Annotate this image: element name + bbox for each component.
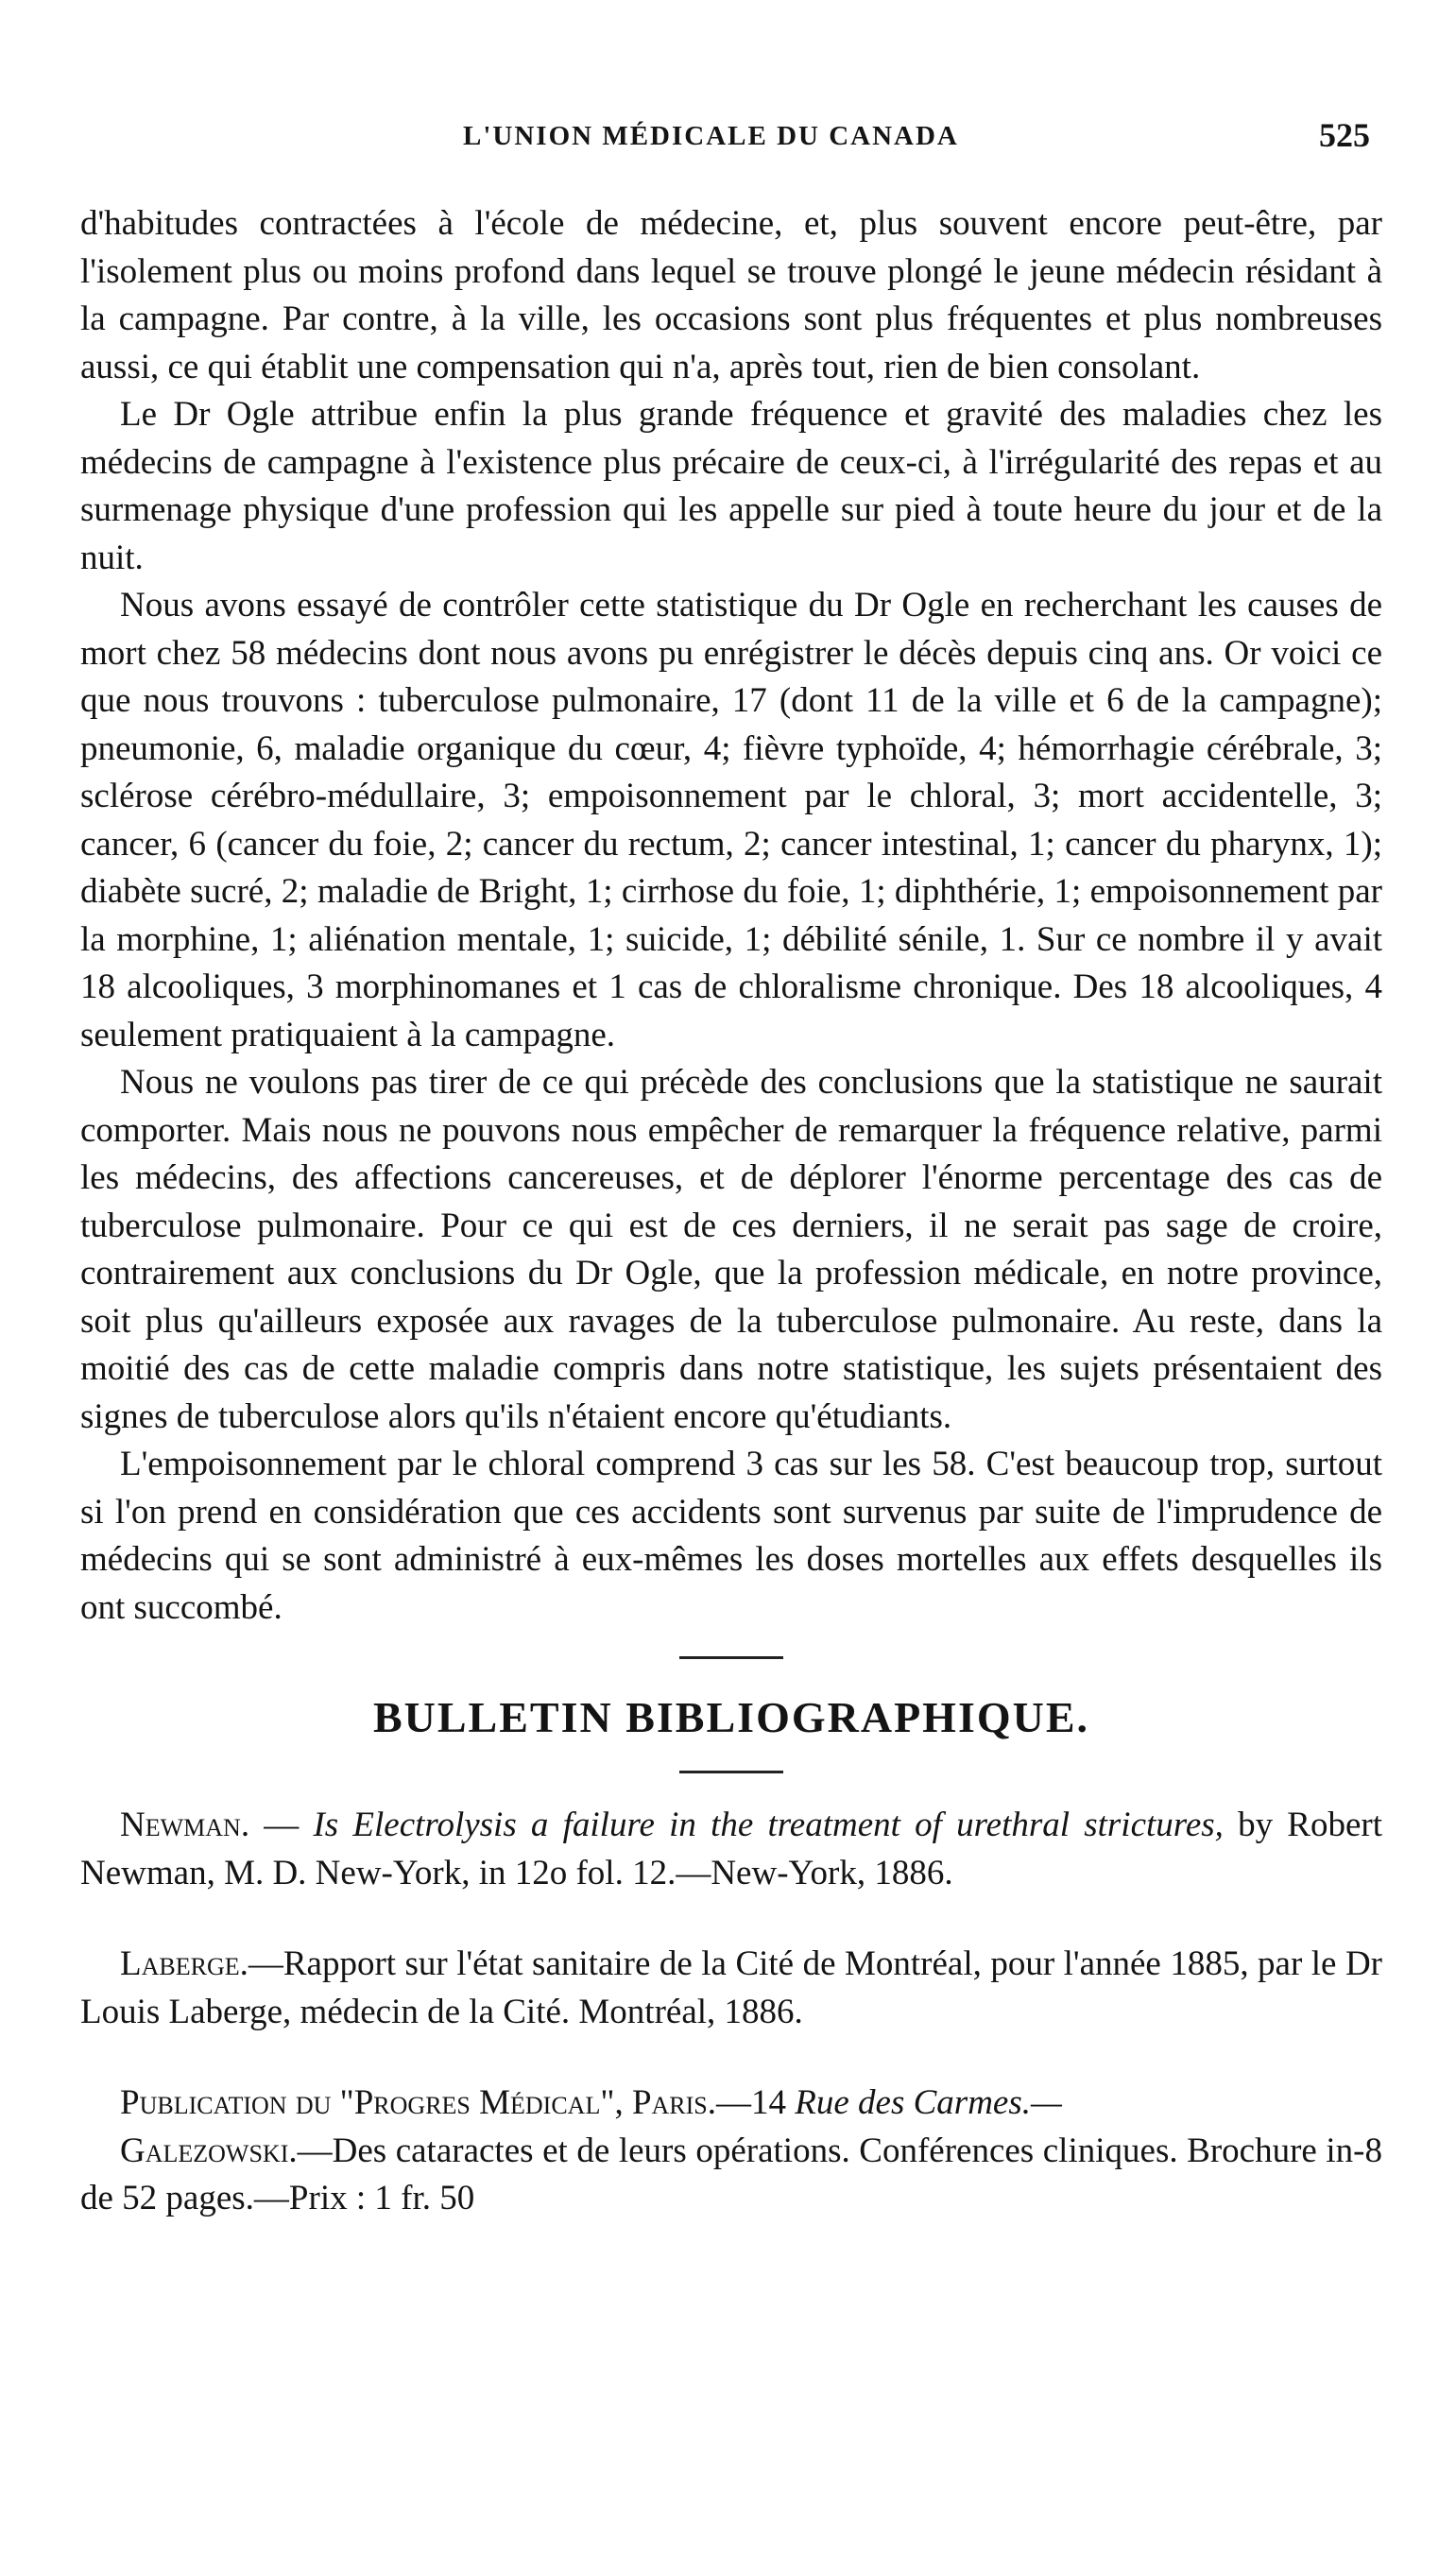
bulletin-title: BULLETIN BIBLIOGRAPHIQUE. [372,1693,1090,1741]
bib-entry-galezowski [80,2128,1382,2223]
bib-details: by Robert Newman, M. D. New-York, in 12o fol. 12.—New-York, 1886. [80,1806,1382,1892]
bib-author: Newman. [120,1806,250,1844]
bib-details: Rapport sur l'état sanitaire de la Cité de Montréal, pour l'année 1885, par le Dr Louis Laberge, médecin de la Cité. Montréal, 1886. [80,1944,1382,2031]
publication-dash: —14 [716,2083,796,2122]
paragraph-3: Nous avons essayé de contrôler cette statistique du Dr Ogle en recherchant les causes de mort chez 58 médecins dont nous avons pu enrégistrer le décès depuis cinq ans. Or voici ce que nous trouvons : tuberculose pulmonaire, 17 (dont 11 de la ville et 6 de la campagne); pneumonie, 6, maladie organique du cœur, 4; fièvre typhoïde, 4; hémorrhagie cérébrale, 3; sclérose cérébro-médullaire, 3; empoisonnement par le chloral, 3; mort accidentelle, 3; cancer, 6 (cancer du foie, 2; cancer du rectum, 2; cancer intestinal, 1; cancer du pharynx, 1); diabète sucré, 2; maladie de Bright, 1; cirrhose du foie, 1; diphthérie, 1; empoisonnement par la morphine, 1; aliénation mentale, 1; suicide, 1; débilité sénile, 1. Sur ce nombre il y avait 18 alcooliques, 3 morphinomanes et 1 cas de chloralisme chronique. Des 18 alcooliques, 4 seulement pratiquaient à la campagne. [80,586,1382,1054]
bib-entry-newman [80,1802,1382,1897]
running-header [0,116,1456,168]
paragraph-1: d'habitudes contractées à l'école de médecine, et, plus souvent encore peut-être, par l'isolement plus ou moins profond dans lequel se trouve plongé le jeune médecin résidant à la campagne. Par contre, à la ville, les occasions sont plus fréquentes et plus nombreuses aussi, ce qui établit une compensation qui n'a, après tout, rien de bien consolant. [80,204,1382,386]
bib-entry-laberge [80,1941,1382,2036]
paragraph-5: L'empoisonnement par le chloral comprend 3 cas sur les 58. C'est beaucoup trop, surtout si l'on prend en considération que ces accidents sont survenus par suite de l'imprudence de médecins qui se sont administré à eux-mêmes les doses mortelles aux effets desquelles ils ont succombé. [80,1445,1382,1627]
bib-publication-line [80,2080,1382,2128]
article-body [80,200,1382,2223]
publication-label: Publication du "Progres Médical", Paris. [120,2083,717,2122]
bib-dash: — [249,1806,314,1844]
page-number: 525 [1319,116,1370,154]
bib-title-italic: Is Electrolysis a failure in the treatment of urethral strictures, [313,1806,1224,1844]
bib-author: Laberge. [120,1944,248,1983]
paragraph-4: Nous ne voulons pas tirer de ce qui précède des conclusions que la statistique ne saurait comporter. Mais nous ne pouvons nous empêcher de remarquer la fréquence relative, parmi les médecins, des affections cancereuses, et de déplorer l'énorme percentage des cas de tuberculose pulmonaire. Pour ce qui est de ces derniers, il ne serait pas sage de croire, contrairement aux conclusions du Dr Ogle, que la profession médicale, en notre province, soit plus qu'ailleurs exposée aux ravages de la tuberculose pulmonaire. Au reste, dans la moitié des cas de cette maladie compris dans notre statistique, les sujets présentaient des signes de tuberculose alors qu'ils n'étaient encore qu'étudiants. [80,1063,1382,1436]
section-divider-top [679,1656,783,1659]
journal-title: L'UNION MÉDICALE DU CANADA [463,121,959,151]
section-divider-bottom [679,1771,783,1773]
paragraph-2: Le Dr Ogle attribue enfin la plus grande fréquence et gravité des maladies chez les médecins de campagne à l'existence plus précaire de ceux-ci, à l'irrégularité des repas et au surmenage physique d'une profession qui les appelle sur pied à toute heure du jour et de la nuit. [80,395,1382,577]
bib-dash: — [248,1944,283,1983]
publication-address: Rue des Carmes.— [795,2083,1062,2122]
bib-details: —Des cataractes et de leurs opérations. Conférences cliniques. Brochure in-8 de 52 pages.—Prix : 1 fr. 50 [80,2131,1382,2217]
bib-author: Galezowski. [120,2131,298,2170]
